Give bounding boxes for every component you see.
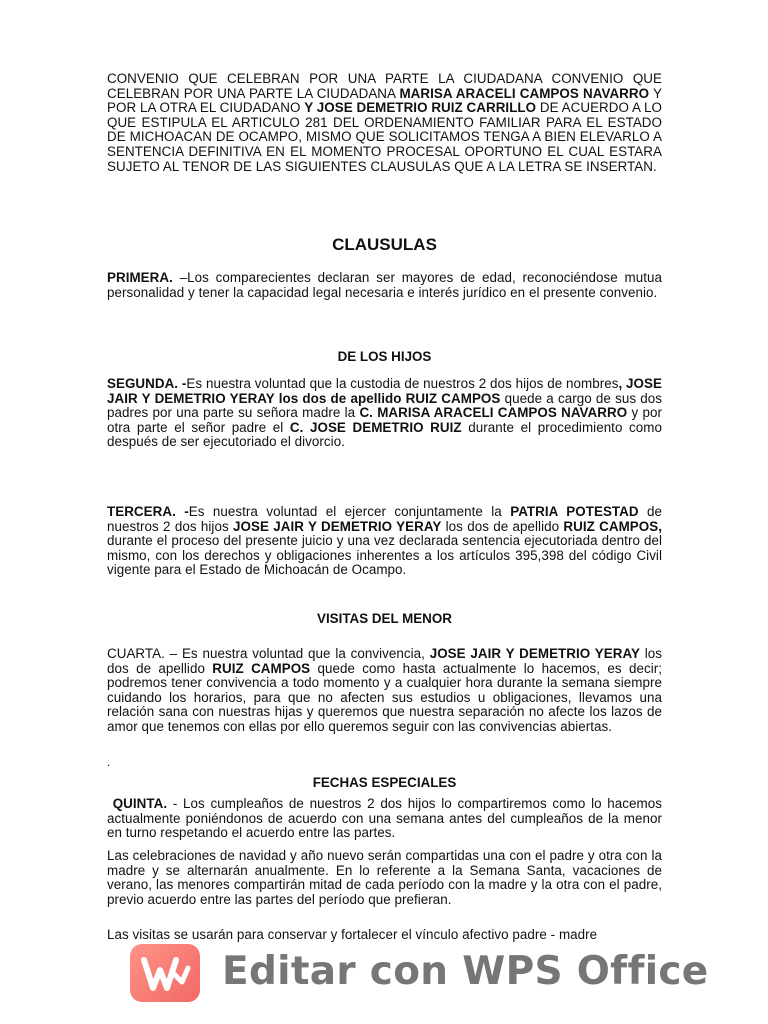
cuarta-text-1: CUARTA. – Es nuestra voluntad que la convivencia, — [107, 646, 430, 661]
visitas-paragraph: Las visitas se usarán para conservar y fortalecer el vínculo afectivo padre - madre — [107, 927, 598, 942]
de-los-hijos-heading: DE LOS HIJOS — [337, 349, 432, 364]
tercera-text-1: Es nuestra voluntad el ejercer conjuntamente la — [188, 504, 511, 519]
navidad-paragraph: Las celebraciones de navidad y año nuevo serán compartidas una con el padre y otra con la madre y se alternarán anualmente. En lo referente a la Semana Santa, vacaciones de verano, las menores compartirán mitad de cada período con la madre y la otra con el padre, previo acuerdo entre las partes del período que prefieran. — [107, 848, 662, 907]
tercera-text-2: de nuestros 2 dos hijos — [107, 504, 663, 534]
segunda-text-3: y por otra parte el señor padre el — [107, 405, 662, 435]
clause-segunda — [107, 377, 662, 450]
cuarta-text-3: quede como hasta actualmente lo hacemos, es decir; podremos tener convivencia a todo momento y a cualquier hora durante la semana siempre cuidando los horarios, para que no afecten sus estudios u obligaciones, llevamos una relación sana con nuestras hijas y queremos que nuestra separación no afecte los lazos de amor que tenemos con ellas por ello queremos seguir con las convivencias abiertas. — [107, 660, 662, 734]
wps-w-icon — [130, 944, 200, 1002]
segunda-label: SEGUNDA. - — [107, 376, 187, 391]
wps-edit-label[interactable]: Editar con WPS Office — [222, 949, 709, 994]
tercera-bold-3: JOSE JAIR Y DEMETRIO YERAY — [233, 518, 442, 534]
quinta-label: QUINTA. — [112, 796, 168, 811]
primera-text: –Los comparecientes declaran ser mayores de edad, reconociéndose mutua personalidad y tener la capacidad legal necesaria e interés jurídico en el presente convenio. — [107, 270, 662, 300]
quinta-text: - Los cumpleaños de nuestros 2 dos hijos lo compartiremos como lo hacemos actualmente poniéndonos de acuerdo con una semana antes del cumpleaños de la menor en turno respetando el acuerdo entre las partes. — [107, 796, 662, 841]
segunda-text-1: Es nuestra voluntad que la custodia de nuestros 2 dos hijos de nombres — [186, 376, 619, 391]
intro-text-3: DE ACUERDO A LO QUE ESTIPULA EL ARTICULO 281 DEL ORDENAMIENTO FAMILIAR PARA EL ESTADO DE MICHOACAN DE OCAMPO, MISMO QUE SOLICITAMOS TENGA A BIEN ELEVARLO A SENTENCIA DEFINITIVA EN EL MOMENTO PROCESAL OPORTUNO EL CUAL ESTARA SUJETO AL TENOR DE LAS SIGUIENTES CLAUSULAS QUE A LA LETRA SE INSERTAN. — [107, 100, 662, 174]
intro-bold-1: MARISA ARACELI CAMPOS NAVARRO — [399, 85, 650, 101]
tercera-text-3: los dos de apellido — [441, 518, 564, 534]
tercera-bold-4: RUIZ CAMPOS, — [563, 518, 662, 534]
clause-primera — [107, 271, 662, 300]
intro-bold-2: Y JOSE DEMETRIO RUIZ CARRILLO — [304, 100, 537, 116]
clause-quinta — [107, 797, 662, 841]
clausulas-heading: CLAUSULAS — [332, 235, 437, 254]
segunda-text-4: durante el procedimiento como después de ser ejecutoriado el divorcio. — [107, 419, 662, 450]
segunda-bold-3: C. MARISA ARACELI CAMPOS NAVARRO — [359, 405, 628, 421]
segunda-bold-2: , JOSE JAIR Y DEMETRIO YERAY los dos de apellido RUIZ CAMPOS — [107, 376, 662, 406]
intro-text-1: CONVENIO QUE CELEBRAN POR UNA PARTE LA CIUDADANA CONVENIO QUE CELEBRAN POR UNA PARTE LA CIUDADANA — [107, 71, 662, 101]
cuarta-bold-1: JOSE JAIR Y DEMETRIO YERAY — [429, 646, 640, 661]
tercera-text-4: durante el proceso del presente juicio y una vez declarada sentencia ejecutoriada dentro del mismo, con los derechos y obligaciones inherentes a los artículos 395,398 del código Civil vigente para el Estado de Michoacán de Ocampo. — [107, 533, 662, 578]
fechas-heading: FECHAS ESPECIALES — [312, 775, 457, 790]
intro-paragraph — [107, 72, 662, 174]
segunda-text-2: quede a cargo de sus dos padres por una parte su señora madre la — [107, 390, 663, 421]
wps-edit-banner[interactable] — [130, 944, 709, 1006]
visitas-heading: VISITAS DEL MENOR — [317, 611, 452, 626]
tercera-bold-2: PATRIA POTESTAD — [510, 504, 639, 519]
stray-dot: . — [107, 755, 111, 769]
cuarta-bold-2: RUIZ CAMPOS — [212, 660, 311, 676]
clause-cuarta — [107, 647, 662, 735]
primera-label: PRIMERA. — [107, 270, 173, 285]
cuarta-text-2: los dos de apellido — [107, 646, 663, 676]
tercera-label: TERCERA. - — [107, 504, 189, 519]
intro-text-2: Y POR LA OTRA EL CIUDADANO — [107, 85, 663, 116]
clause-tercera — [107, 505, 662, 578]
segunda-bold-4: C. JOSE DEMETRIO RUIZ — [289, 419, 462, 435]
